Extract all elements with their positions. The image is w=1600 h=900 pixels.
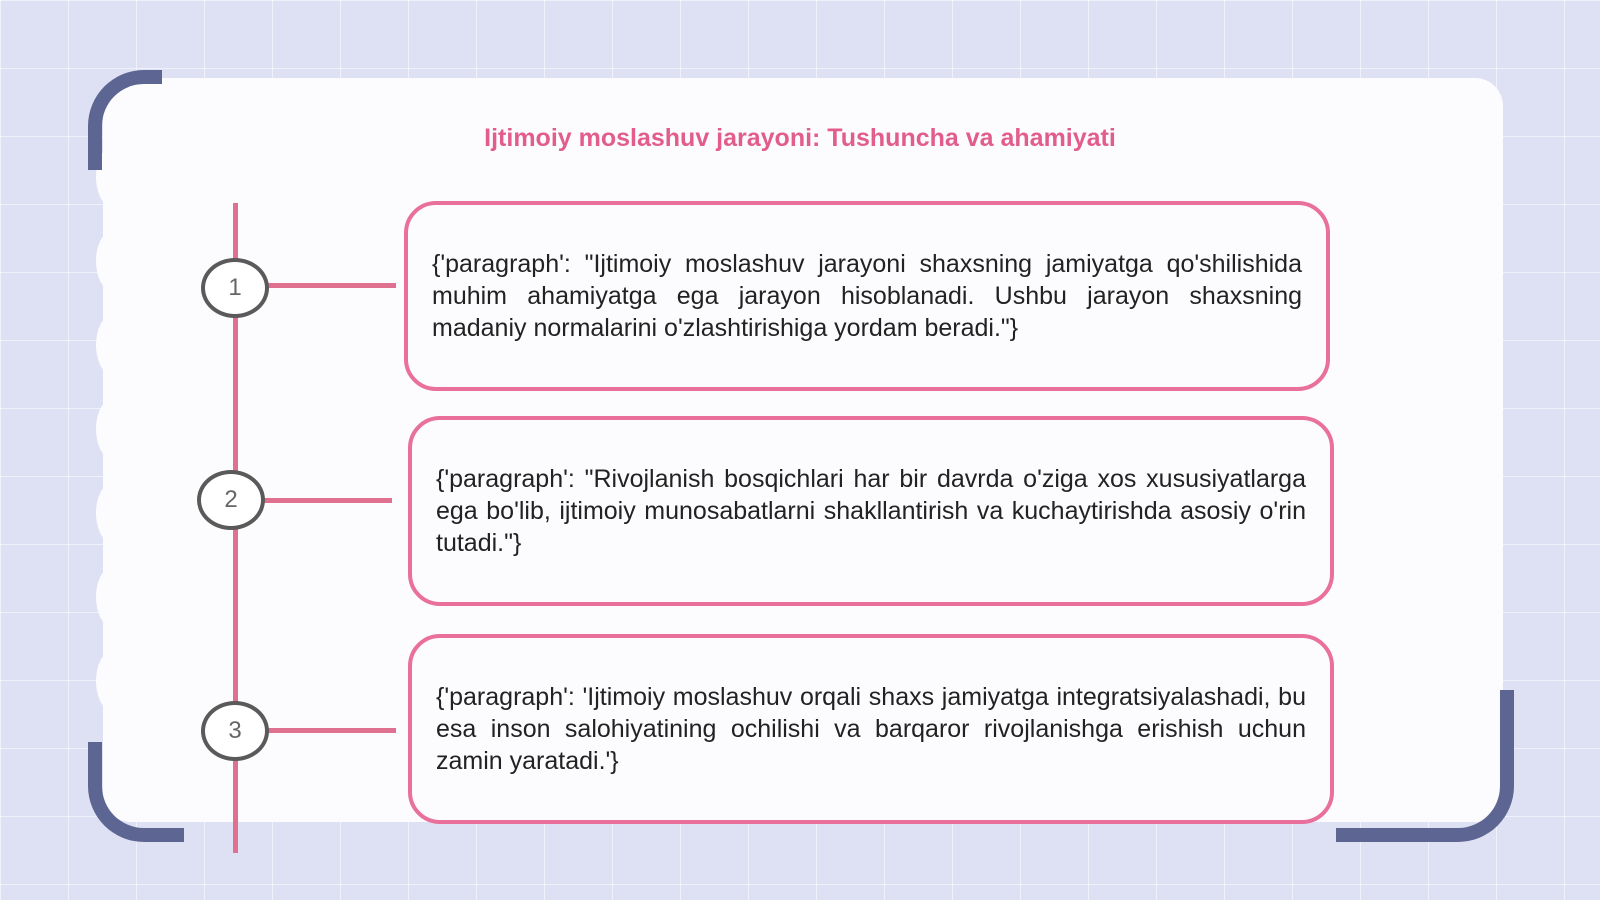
page-scallop <box>96 652 126 710</box>
content-paragraph-3: {'paragraph': 'Ijtimoiy moslashuv orqali shaxs jamiyatga integratsiyalashadi, bu esa inson salohiyatining ochilishi va barqaror rivojlanishga erishish uchun zamin yaratadi.'} <box>436 683 1306 775</box>
timeline-connector-1 <box>268 283 396 288</box>
corner-bracket-top-left <box>88 70 162 170</box>
page-scallop <box>96 316 126 374</box>
corner-bracket-bottom-right <box>1336 690 1514 842</box>
timeline-number-3: 3 <box>201 701 269 761</box>
page-scallop <box>96 232 126 290</box>
timeline-number-2: 2 <box>197 470 265 530</box>
timeline-connector-3 <box>268 728 396 733</box>
content-box-3 <box>408 634 1334 824</box>
page-scallop <box>96 400 126 458</box>
timeline-number-1: 1 <box>201 258 269 318</box>
timeline-connector-2 <box>264 498 392 503</box>
content-paragraph-1: {'paragraph': "Ijtimoiy moslashuv jarayoni shaxsning jamiyatga qo'shilishida muhim ahamiyatga ega jarayon hisoblanadi. Ushbu jarayon shaxsning madaniy normalarini o'zlashtirishiga yordam beradi."} <box>432 250 1302 342</box>
content-box-2 <box>408 416 1334 606</box>
slide-title: Ijtimoiy moslashuv jarayoni: Tushuncha va ahamiyati <box>484 124 1116 152</box>
content-box-1 <box>404 201 1330 391</box>
content-paragraph-2: {'paragraph': "Rivojlanish bosqichlari har bir davrda o'ziga xos xususiyatlarga ega bo'lib, ijtimoiy munosabatlarni shakllantirish va kuchaytirishda asosiy o'rin tutadi."} <box>436 465 1306 557</box>
page-scallop <box>96 484 126 542</box>
page-scallop <box>96 568 126 626</box>
corner-bracket-bottom-left <box>88 742 184 842</box>
